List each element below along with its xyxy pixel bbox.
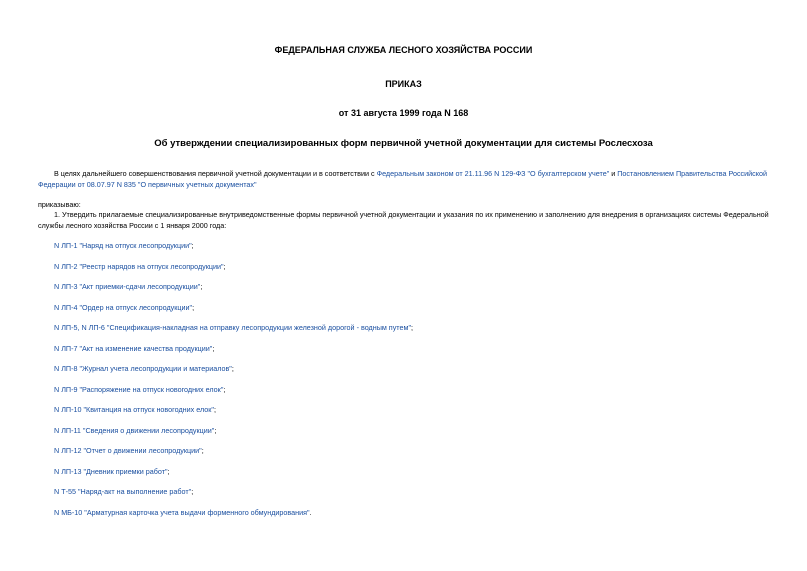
forms-list <box>54 240 413 527</box>
intro-paragraph <box>38 168 773 190</box>
form-link[interactable]: N ЛП-11 "Сведения о движении лесопродукции" <box>54 425 215 435</box>
list-item <box>54 261 413 282</box>
list-item <box>54 343 413 364</box>
form-link[interactable]: N Т-55 "Наряд-акт на выполнение работ" <box>54 487 192 496</box>
list-item-suffix: ; <box>167 466 170 476</box>
form-link[interactable]: N ЛП-9 "Распоряжение на отпуск новогодних елок" <box>54 384 224 394</box>
list-item <box>54 302 413 323</box>
order-word: приказываю: <box>38 200 81 209</box>
list-item <box>54 322 413 343</box>
date-number-heading: от 31 августа 1999 года N 168 <box>338 108 469 118</box>
agency-heading: ФЕДЕРАЛЬНАЯ СЛУЖБА ЛЕСНОГО ХОЗЯЙСТВА РОССИИ <box>274 45 533 55</box>
list-item-suffix: ; <box>214 425 217 435</box>
list-item <box>54 507 413 528</box>
list-item-suffix: ; <box>411 323 413 332</box>
list-item-suffix: ; <box>200 282 203 291</box>
list-item-suffix: ; <box>231 364 234 373</box>
point-1-paragraph: 1. Утвердить прилагаемые специализированные внутриведомственные формы первичной учетной документации и указания по их применению и заполнению для внедрения в организациях системы Федеральной службы лесного хозяйства России с 1 января 2000 года: <box>38 210 769 230</box>
doc-type-heading: ПРИКАЗ <box>385 79 422 89</box>
document-title: Об утверждении специализированных форм первичной учетной документации для системы Рослесхоза <box>154 138 653 149</box>
government-decree-link[interactable]: Постановлением Правительства Российской Федерации от 08.07.97 N 835 "О первичных учетных документах" <box>38 169 768 189</box>
list-item-suffix: ; <box>191 241 194 250</box>
intro-text-before: В целях дальнейшего совершенствования первичной учетной документации и в соответствии с <box>54 169 377 178</box>
list-item-suffix: ; <box>201 446 204 455</box>
list-item-suffix: ; <box>212 343 215 353</box>
form-link[interactable]: N ЛП-12 "Отчет о движении лесопродукции" <box>54 446 202 455</box>
form-link[interactable]: N ЛП-10 "Квитанция на отпуск новогодних елок" <box>54 405 214 414</box>
list-item <box>54 363 413 384</box>
form-link[interactable]: N ЛП-2 "Реестр нарядов на отпуск лесопродукции" <box>54 261 224 271</box>
list-item <box>54 384 413 405</box>
form-link[interactable]: N ЛП-13 "Дневник приемки работ" <box>54 466 168 476</box>
form-link[interactable]: N ЛП-3 "Акт приемки-сдачи лесопродукции" <box>54 282 201 291</box>
form-link[interactable]: N ЛП-5, N ЛП-6 "Спецификация-накладная на отправку лесопродукции железной дорогой - водным путем" <box>54 323 411 332</box>
form-link[interactable]: N ЛП-1 "Наряд на отпуск лесопродукции" <box>54 241 192 250</box>
list-item <box>54 404 413 425</box>
list-item-suffix: ; <box>213 405 216 414</box>
list-item <box>54 486 413 507</box>
list-item-suffix: ; <box>223 261 226 271</box>
form-link[interactable]: N ЛП-7 "Акт на изменение качества продукции" <box>54 343 213 353</box>
list-item <box>54 281 413 302</box>
list-item-suffix: ; <box>223 384 226 394</box>
list-item-suffix: . <box>309 507 312 517</box>
form-link[interactable]: N ЛП-8 "Журнал учета лесопродукции и материалов" <box>54 364 232 373</box>
list-item <box>54 240 413 261</box>
form-link[interactable]: N ЛП-4 "Ордер на отпуск лесопродукции" <box>54 302 193 312</box>
list-item <box>54 445 413 466</box>
list-item <box>54 466 413 487</box>
intro-text-middle: и <box>609 169 618 178</box>
list-item <box>54 425 413 446</box>
list-item-suffix: ; <box>191 487 194 496</box>
list-item-suffix: ; <box>192 302 195 312</box>
federal-law-link[interactable]: Федеральным законом от 21.11.96 N 129-ФЗ "О бухгалтерском учете" <box>376 169 610 178</box>
form-link[interactable]: N МБ-10 "Арматурная карточка учета выдачи форменного обмундирования" <box>54 507 310 517</box>
